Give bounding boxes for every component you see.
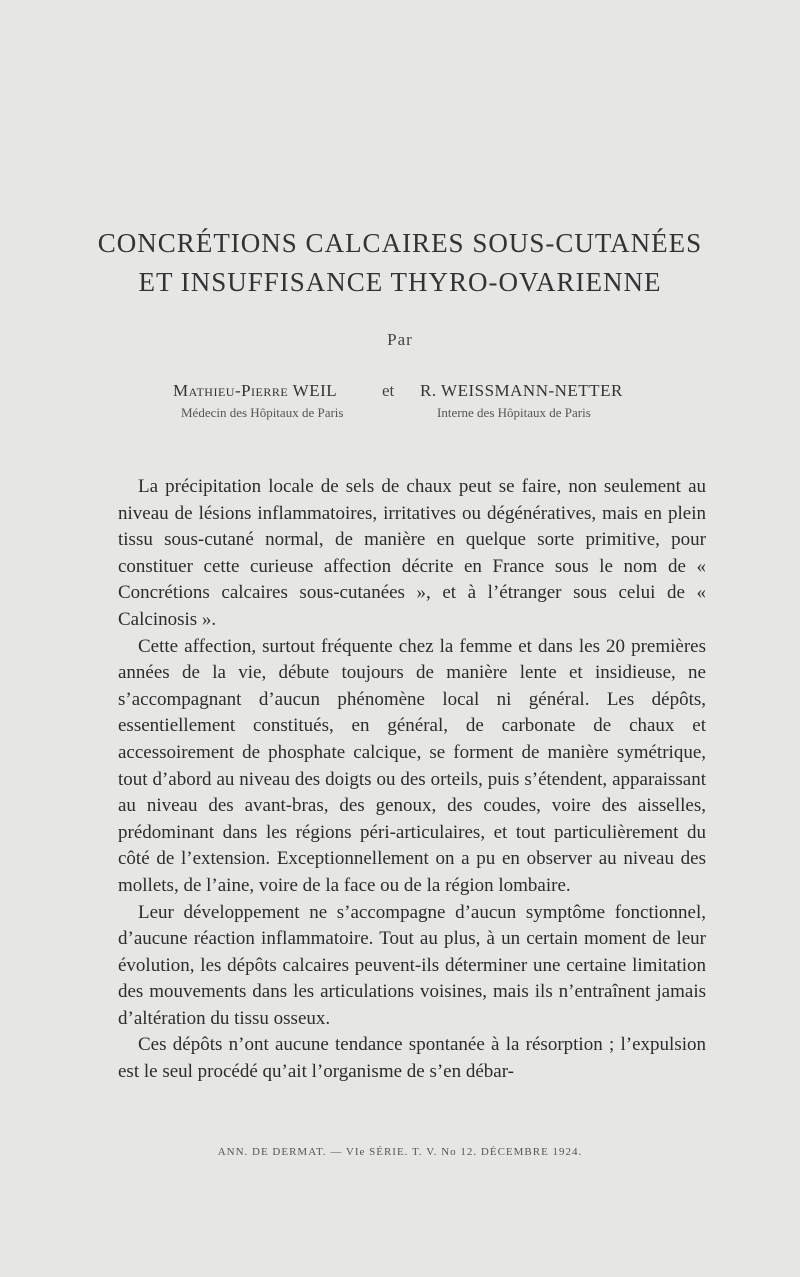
author-2-affiliation: Interne des Hôpitaux de Paris — [437, 405, 591, 420]
article-title-line-1: CONCRÉTIONS CALCAIRES SOUS-CUTANÉES — [97, 228, 703, 258]
body-paragraph: Cette affection, surtout fréquente chez la femme et dans les 20 premières années de la vie, débute toujours de manière lente et insidieuse, ne s’accompagnant d’aucun phénomène local ni général. Les dépôts, essentiellement constitués, en général, de carbonate de chaux et accessoirement de phosphate calcique, se forment de manière symétrique, tout d’abord au niveau des doigts ou des orteils, puis s’étendent, apparaissant au niveau des avant-bras, des genoux, des coudes, voire des aisselles, prédominant dans les régions péri-articulaires, et tout particulièrement du côté de l’extension. Exceptionnellement on a pu en observer au niveau des mollets, de l’aine, voire de la face ou de la région lombaire. — [118, 635, 706, 896]
author-1-affiliation: Médecin des Hôpitaux de Paris — [181, 405, 344, 420]
author-connector: et — [382, 381, 395, 400]
author-1-name: Mathieu-Pierre WEIL — [173, 381, 338, 400]
byline-par: Par — [387, 330, 413, 349]
article-body — [118, 474, 706, 1086]
body-paragraph: Ces dépôts n’ont aucune tendance spontanée à la résorption ; l’expulsion est le seul procédé qu’ait l’organisme de s’en débar- — [118, 1034, 706, 1083]
article-title-line-2: ET INSUFFISANCE THYRO-OVARIENNE — [138, 267, 662, 297]
page-footer-citation: ANN. DE DERMAT. — VIe SÉRIE. T. V. No 12. DÉCEMBRE 1924. — [217, 1146, 583, 1158]
body-paragraph: La précipitation locale de sels de chaux peut se faire, non seulement au niveau de lésions inflammatoires, irritatives ou dégénératives, mais en plein tissu sous-cutané normal, de manière en quelque sorte primitive, pour constituer cette curieuse affection décrite en France sous le nom de « Concrétions calcaires sous-cutanées », et à l’étranger sous celui de « Calcinosis ». — [118, 476, 706, 630]
body-paragraph: Leur développement ne s’accompagne d’aucun symptôme fonctionnel, d’aucune réaction inflammatoire. Tout au plus, à un certain moment de leur évolution, les dépôts calcaires peuvent-ils déterminer une certaine limitation des mouvements dans les articulations voisines, mais ils n’entraînent jamais d’altération du tissu osseux. — [118, 901, 706, 1029]
author-2-name: R. WEISSMANN-NETTER — [420, 381, 623, 400]
